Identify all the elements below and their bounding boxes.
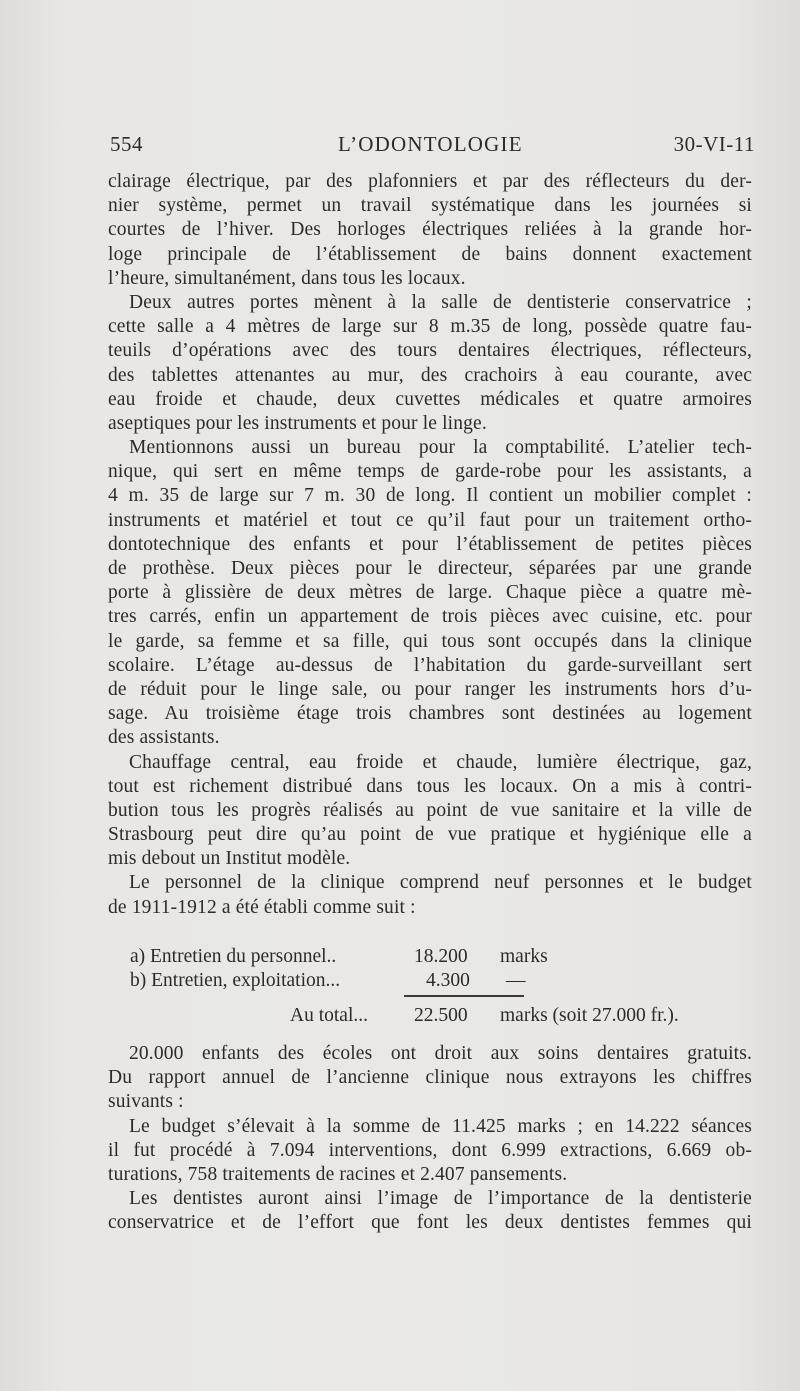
text-line: de 1911-1912 a été établi comme suit :	[108, 896, 416, 918]
text-line: des assistants.	[108, 727, 220, 749]
text-line: tout est richement distribué dans tous les locaux. On a mis à contri-	[108, 775, 752, 797]
text-line: 20.000 enfants des écoles ont droit aux soins dentaires gratuits.	[129, 1043, 752, 1064]
text-line: Du rapport annuel de l’ancienne clinique nous extrayons les chiffres	[108, 1067, 752, 1089]
budget-row-b-label: b) Entretien, exploitation...	[130, 970, 341, 991]
budget-row-b-unit: —	[506, 970, 526, 991]
budget-table	[108, 944, 752, 1034]
budget-total-amount: 22.500	[414, 1005, 468, 1026]
text-line: clairage électrique, par des plafonniers et par des réflecteurs du der-	[108, 171, 752, 192]
text-line: Strasbourg peut dire qu’au point de vue pratique et hygiénique elle a	[108, 824, 752, 846]
text-line: mis debout un Institut modèle.	[108, 848, 351, 870]
text-line: dontotechnique des enfants et pour l’établissement de petites pièces	[108, 533, 752, 555]
text-line: conservatrice et de l’effort que font les deux dentistes femmes qui	[108, 1212, 752, 1234]
text-line: instruments et matériel et tout ce qu’il faut pour un traitement ortho-	[108, 509, 752, 531]
text-line: courtes de l’hiver. Des horloges électriques reliées à la grande hor-	[108, 219, 752, 241]
budget-total-unit: marks (soit 27.000 fr.).	[500, 1005, 679, 1026]
sum-rule	[404, 995, 524, 997]
budget-row-b-amount: 4.300	[426, 970, 470, 991]
text-line: l’heure, simultanément, dans tous les locaux.	[108, 267, 466, 289]
text-line: scolaire. L’étage au-dessus de l’habitation du garde-surveillant sert	[108, 654, 752, 676]
text-line: Mentionnons aussi un bureau pour la comptabilité. L’atelier tech-	[129, 437, 752, 459]
budget-row-a-unit: marks	[500, 946, 548, 967]
text-line: Les dentistes auront ainsi l’image de l’importance de la dentisterie	[129, 1188, 752, 1210]
text-line: tres carrés, enfin un appartement de trois pièces avec cuisine, etc. pour	[108, 606, 752, 628]
budget-row-a-amount: 18.200	[414, 946, 468, 967]
body-text-top	[108, 170, 752, 920]
body-text-bottom	[108, 1042, 752, 1236]
issue-date: 30-VI-11	[673, 132, 755, 156]
page-number: 554	[110, 132, 143, 156]
text-line: Le budget s’élevait à la somme de 11.425 marks ; en 14.222 séances	[129, 1115, 752, 1137]
text-line: eau froide et chaude, deux cuvettes médicales et quatre armoires	[108, 388, 752, 410]
text-line: suivants :	[108, 1091, 184, 1113]
journal-title: L’ODONTOLOGIE	[338, 132, 523, 156]
running-header	[110, 132, 755, 160]
text-line: cette salle a 4 mètres de large sur 8 m.35 de long, possède quatre fau-	[108, 316, 752, 338]
text-line: 4 m. 35 de large sur 7 m. 30 de long. Il contient un mobilier complet :	[108, 485, 752, 507]
text-line: aseptiques pour les instruments et pour le linge.	[108, 412, 487, 434]
text-line: il fut procédé à 7.094 interventions, dont 6.999 extractions, 6.669 ob-	[108, 1139, 752, 1161]
text-line: porte à glissière de deux mètres de large. Chaque pièce a quatre mè-	[108, 582, 752, 604]
text-line: Deux autres portes mènent à la salle de dentisterie conservatrice ;	[129, 291, 752, 313]
budget-row-a-label: a) Entretien du personnel..	[130, 946, 337, 967]
text-line: de prothèse. Deux pièces pour le directeur, séparées par une grande	[108, 558, 752, 579]
text-line: turations, 758 traitements de racines et 2.407 pansements.	[108, 1163, 568, 1185]
text-line: sage. Au troisième étage trois chambres sont destinées au logement	[108, 703, 752, 725]
text-line: des tablettes attenantes au mur, des crachoirs à eau courante, avec	[108, 364, 752, 386]
text-line: de réduit pour le linge sale, ou pour ranger les instruments hors d’u-	[108, 678, 752, 700]
text-line: nique, qui sert en même temps de garde-robe pour les assistants, a	[108, 461, 752, 483]
text-line: nier système, permet un travail systématique dans les journées si	[108, 195, 752, 217]
text-line: Le personnel de la clinique comprend neuf personnes et le budget	[129, 872, 752, 894]
budget-total-label: Au total...	[290, 1005, 368, 1026]
text-line: loge principale de l’établissement de bains donnent exactement	[108, 243, 752, 265]
text-line: le garde, sa femme et sa fille, qui tous sont occupés dans la clinique	[108, 630, 752, 652]
text-line: bution tous les progrès réalisés au point de vue sanitaire et la ville de	[108, 799, 752, 821]
text-line: teuils d’opérations avec des tours dentaires électriques, réflecteurs,	[108, 340, 752, 362]
text-line: Chauffage central, eau froide et chaude, lumière électrique, gaz,	[129, 751, 752, 773]
